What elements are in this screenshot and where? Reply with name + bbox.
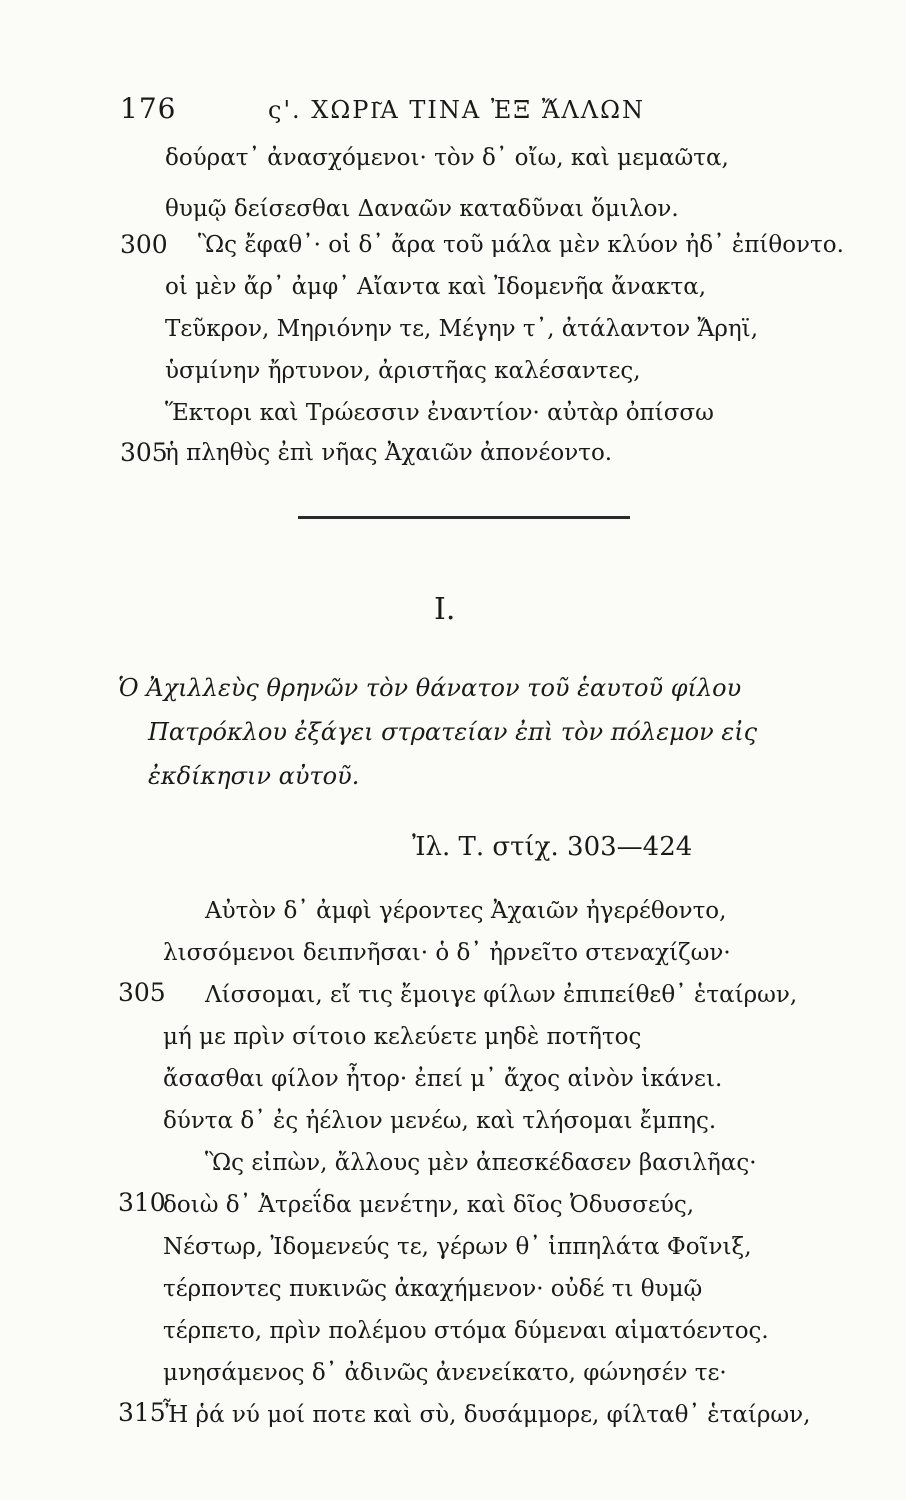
source-citation: Ἰλ. Τ. στίχ. 303—424 bbox=[412, 832, 693, 862]
verse-line: θυμῷ δείσεσθαι Δαναῶν καταδῦναι ὅμιλον. bbox=[165, 196, 679, 222]
line-number: 305 bbox=[118, 978, 166, 1007]
verse-line: Τεῦκρον, Μηριόνην τε, Μέγην τ᾽, ἀτάλαντον Ἄρηϊ, bbox=[165, 316, 759, 342]
summary-line: Ὁ Ἀχιλλεὺς θρηνῶν τὸν θάνατον τοῦ ἑαυτοῦ φίλου bbox=[118, 674, 742, 702]
verse-line: μή με πρὶν σίτοιο κελεύετε μηδὲ ποτῆτος bbox=[163, 1024, 642, 1050]
verse-line: ὑσμίνην ἤρτυνον, ἀριστῆας καλέσαντες, bbox=[165, 358, 641, 384]
running-head: ς'. ΧΩΡΙ͂Α ΤΙΝΑ ἘΞ Ἄ́ΛΛΩΝ bbox=[268, 96, 645, 124]
verse-line: δούρατ᾽ ἀνασχόμενοι· τὸν δ᾽ οἴω, καὶ μεμαῶτα, bbox=[165, 145, 729, 171]
verse-line: τέρπετο, πρὶν πολέμου στόμα δύμεναι αἱματόεντος. bbox=[163, 1318, 769, 1344]
verse-line: Λίσσομαι, εἴ τις ἔμοιγε φίλων ἐπιπείθεθ᾽ ἑταίρων, bbox=[205, 982, 798, 1008]
summary-line: Πατρόκλου ἐξάγει στρατείαν ἐπὶ τὸν πόλεμον εἰς bbox=[148, 718, 758, 746]
line-number: 310 bbox=[118, 1188, 166, 1217]
verse-line: ἡ πληθὺς ἐπὶ νῆας Ἀχαιῶν ἀπονέοντο. bbox=[165, 440, 613, 466]
verse-line: μνησάμενος δ᾽ ἀδινῶς ἀνενείκατο, φώνησέν τε· bbox=[163, 1360, 727, 1386]
verse-line: δύντα δ᾽ ἐς ἠέλιον μενέω, καὶ τλήσομαι ἔμπης. bbox=[163, 1108, 717, 1134]
page-number: 176 bbox=[120, 92, 177, 125]
verse-line: δοιὼ δ᾽ Ἀτρεΐδα μενέτην, καὶ δῖος Ὀδυσσεύς, bbox=[163, 1192, 695, 1218]
summary-line: ἐκδίκησιν αὐτοῦ. bbox=[148, 762, 360, 790]
line-number: 300 bbox=[120, 230, 168, 259]
verse-line: Ἕκτορι καὶ Τρώεσσιν ἐναντίον· αὐτὰρ ὀπίσσω bbox=[165, 400, 714, 426]
page-header bbox=[120, 92, 820, 132]
verse-line: οἱ μὲν ἄρ᾽ ἀμφ᾽ Αἴαντα καὶ Ἰδομενῆα ἄνακτα, bbox=[165, 274, 707, 300]
verse-line: Ὣς εἰπὼν, ἄλλους μὲν ἀπεσκέδασεν βασιλῆας· bbox=[205, 1150, 757, 1176]
verse-line: Ἦ ῥά νύ μοί ποτε καὶ σὺ, δυσάμμορε, φίλταθ᾽ ἑταίρων, bbox=[163, 1402, 811, 1428]
verse-line: Ὣς ἔφαθ᾽· οἱ δ᾽ ἄρα τοῦ μάλα μὲν κλύον ἠδ᾽ ἐπίθοντο. bbox=[198, 232, 844, 258]
line-number: 315 bbox=[118, 1398, 166, 1427]
verse-line: ἄσασθαι φίλον ἦτορ· ἐπεί μ᾽ ἄχος αἰνὸν ἱκάνει. bbox=[163, 1066, 723, 1092]
section-divider bbox=[298, 516, 630, 519]
verse-line: Νέστωρ, Ἰδομενεύς τε, γέρων θ᾽ ἱππηλάτα Φοῖνιξ, bbox=[163, 1234, 752, 1260]
line-number: 305 bbox=[120, 438, 168, 467]
verse-line: λισσόμενοι δειπνῆσαι· ὁ δ᾽ ἠρνεῖτο στεναχίζων· bbox=[163, 940, 731, 966]
verse-line: Αὐτὸν δ᾽ ἀμφὶ γέροντες Ἀχαιῶν ἠγερέθοντο, bbox=[205, 898, 727, 924]
section-numeral: Ι. bbox=[434, 592, 456, 627]
verse-line: τέρποντες πυκινῶς ἀκαχήμενον· οὐδέ τι θυμῷ bbox=[163, 1276, 703, 1302]
